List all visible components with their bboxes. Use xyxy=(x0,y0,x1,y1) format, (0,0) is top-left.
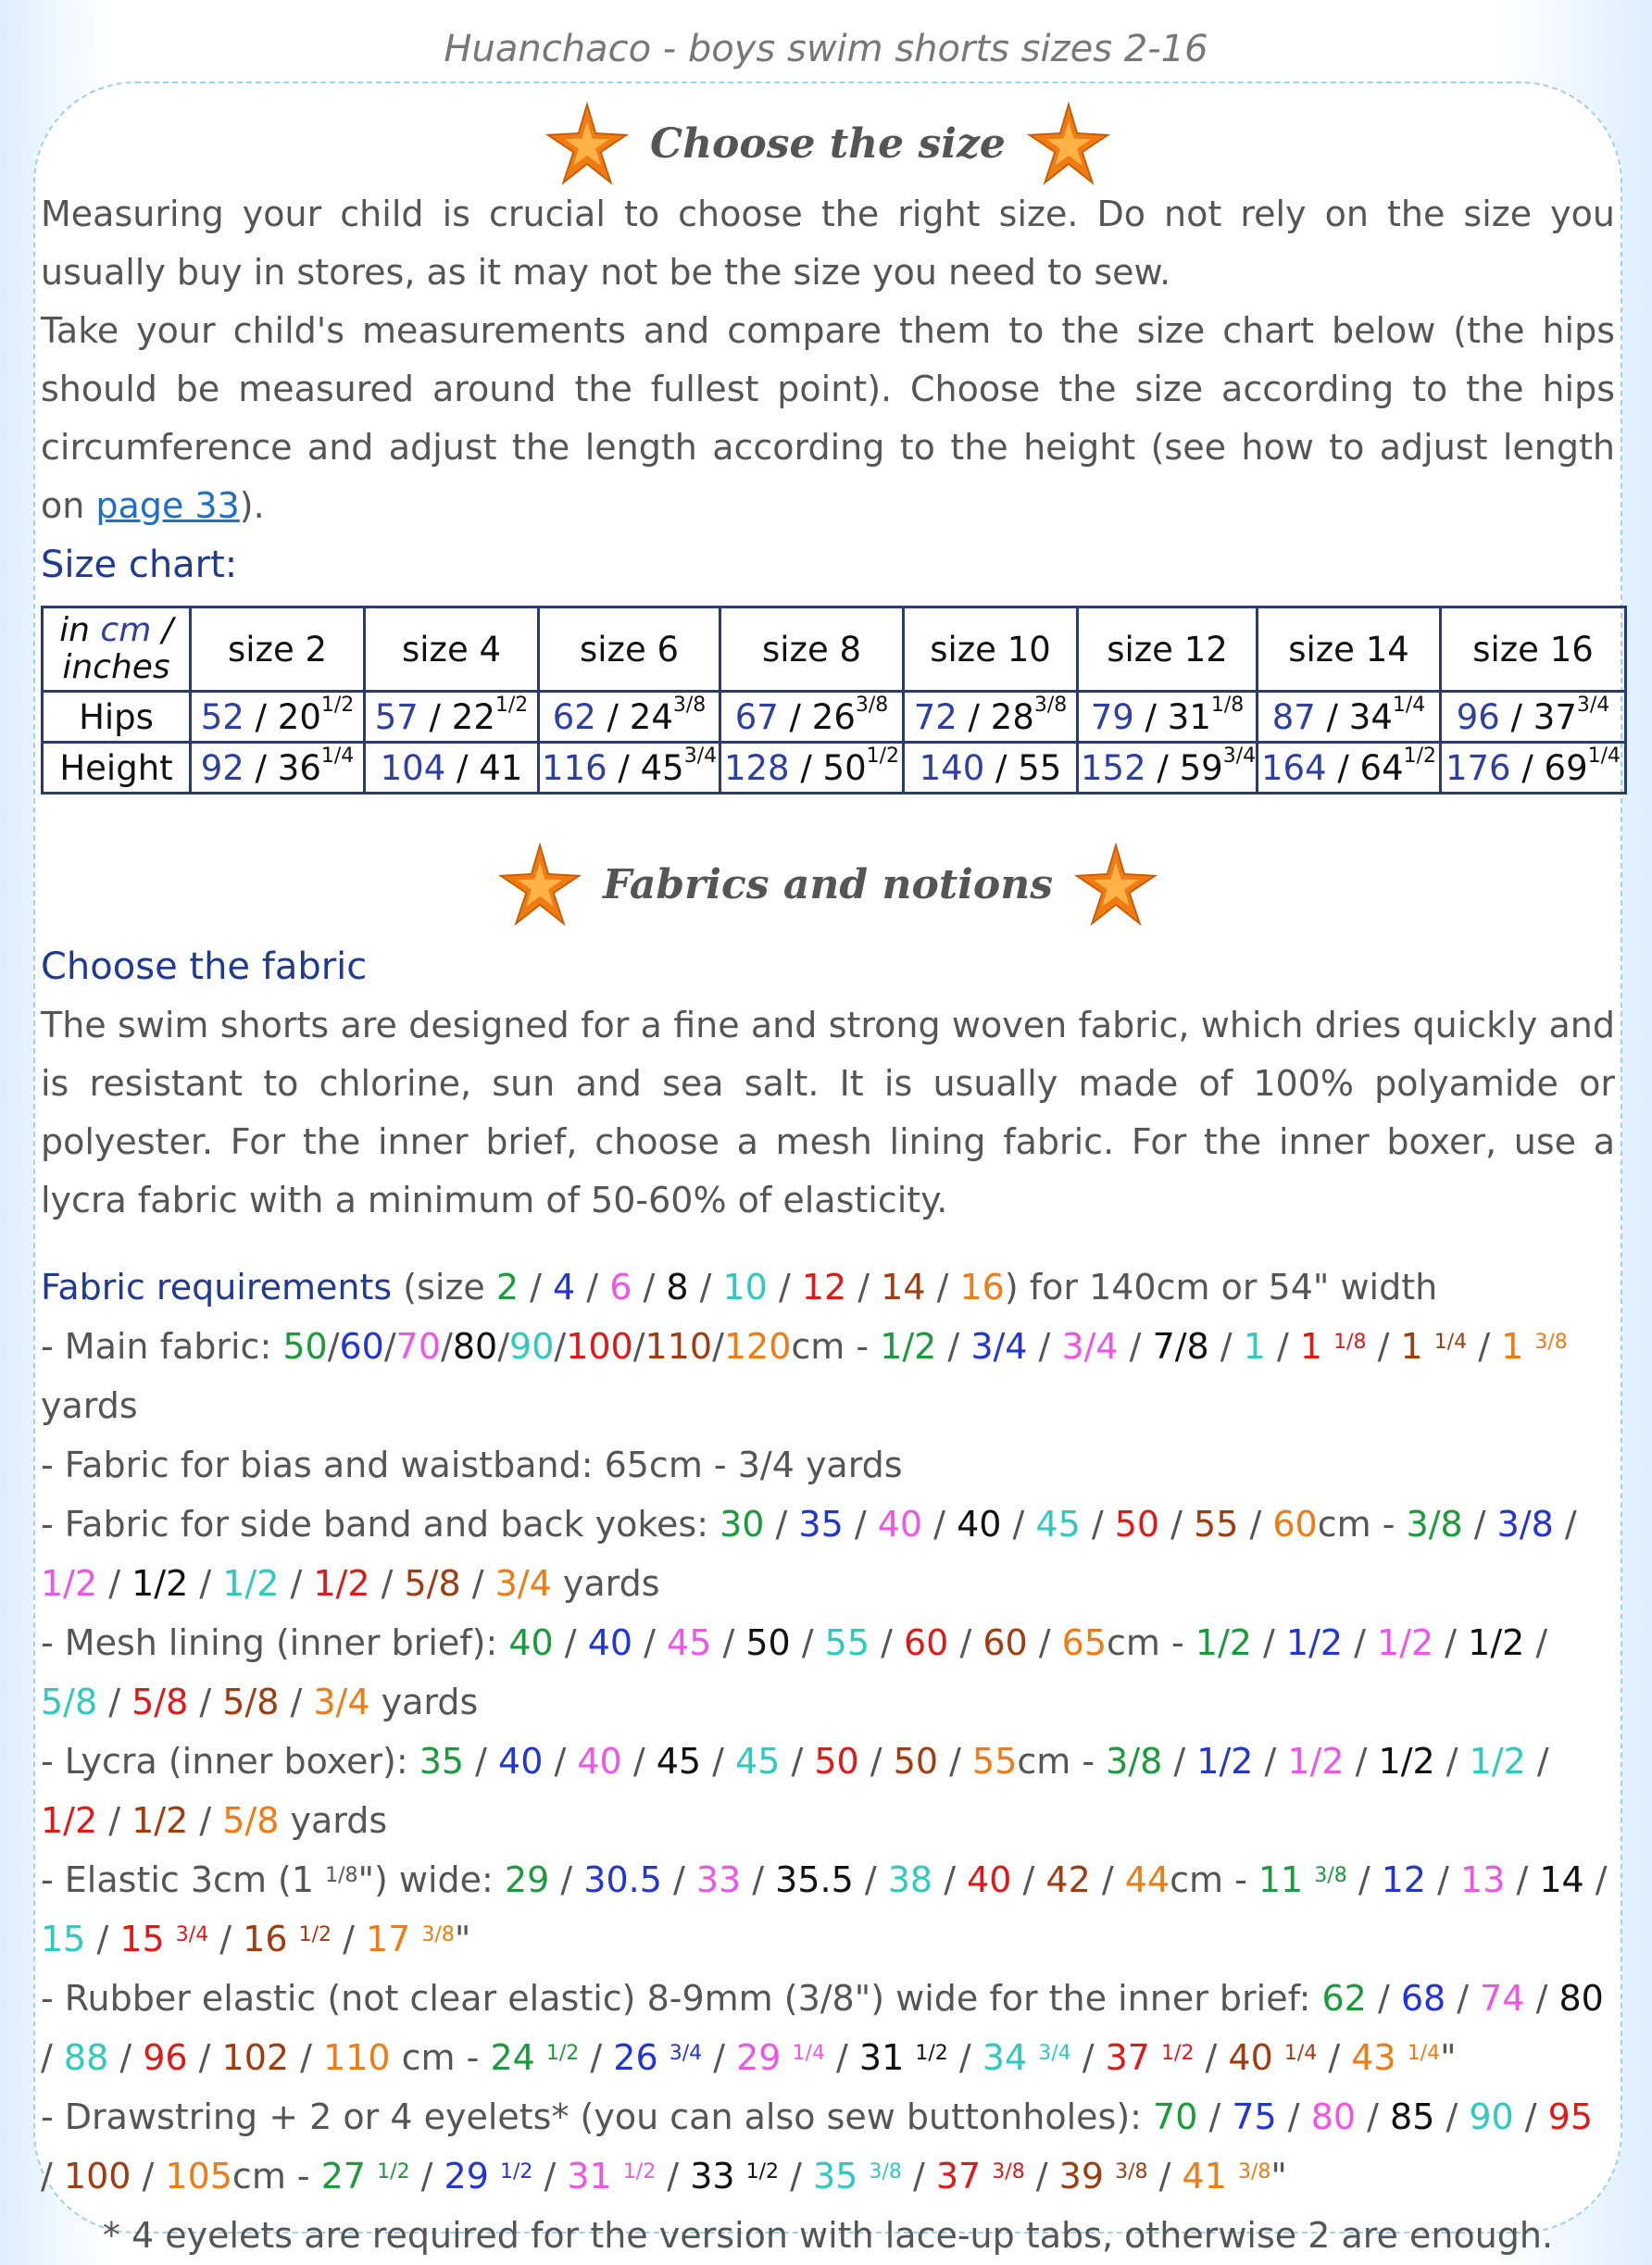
section-title-text: Fabrics and notions xyxy=(603,860,1053,908)
intro-text: Take your child's measurements and compare them to the size chart below (the hips should be measured around the fullest point). Choose the size according to the hips circumference and adjust the length according to the height (see how to adjust length on xyxy=(41,310,1615,526)
cm-value: 90 xyxy=(1469,2096,1514,2137)
title-size-value: 8 xyxy=(666,1267,689,1308)
section-title-text: Choose the size xyxy=(650,119,1006,168)
cm-value: 40 xyxy=(577,1741,622,1782)
cm-value: 35 xyxy=(798,1504,844,1545)
yard-value: 1 $^{1/8}$ xyxy=(1299,1326,1367,1367)
height-cell: $152 / 59^{3/4}$ xyxy=(1078,743,1258,794)
inch-value: 29 $^{1/2}$ xyxy=(444,2156,533,2196)
cm-value: 29 xyxy=(504,1859,550,1900)
yard-value: 1/2 xyxy=(131,1800,189,1841)
page-33-link[interactable]: page 33 xyxy=(95,485,240,526)
cm-value: 42 xyxy=(1045,1859,1091,1900)
cm-value: 68 xyxy=(1400,1978,1446,2019)
cm-value: 96 xyxy=(143,2037,188,2078)
yard-value: 1/2 xyxy=(1377,1622,1434,1663)
hips-cell: $79 / 31^{1/8}$ xyxy=(1078,692,1258,743)
title-size-value: 10 xyxy=(722,1267,768,1308)
size-header-cell: size 2 xyxy=(191,607,365,692)
inch-value: 24 $^{1/2}$ xyxy=(490,2037,580,2078)
cm-value: 90 xyxy=(509,1326,555,1367)
hips-cell: $62 / 24^{3/8}$ xyxy=(539,692,720,743)
cm-value: 75 xyxy=(1232,2096,1277,2137)
requirements-title: Fabric requirements xyxy=(41,1267,393,1308)
intro-paragraph-2 xyxy=(41,302,1615,535)
size-header-cell: size 14 xyxy=(1258,607,1441,692)
size-header-cell: size 12 xyxy=(1078,607,1258,692)
yard-value: 3/8 xyxy=(1106,1741,1163,1782)
cm-value: 33 xyxy=(695,1859,742,1900)
inch-value: 26 $^{3/4}$ xyxy=(613,2037,703,2078)
height-cell: $128 / 50^{1/2}$ xyxy=(720,743,904,794)
yard-value: 1/2 xyxy=(880,1326,937,1367)
inch-value: 41 $^{3/8}$ xyxy=(1182,2156,1271,2196)
cm-value: 50 xyxy=(745,1622,791,1663)
yard-value: 1/2 xyxy=(313,1563,370,1604)
table-corner-cell: in cm / inches xyxy=(43,607,191,692)
yard-value: 5/8 xyxy=(131,1682,189,1722)
cm-value: 60 xyxy=(982,1622,1028,1663)
yard-value: 1/2 xyxy=(1287,1741,1345,1782)
cm-value: 55 xyxy=(1194,1504,1239,1545)
cm-value: 62 xyxy=(1321,1978,1367,2019)
yard-value: 5/8 xyxy=(222,1682,280,1722)
yard-value: 1/2 xyxy=(41,1800,98,1841)
cm-value: 70 xyxy=(395,1326,442,1367)
inch-value: 12 xyxy=(1381,1859,1427,1900)
cm-value: 65 xyxy=(1061,1622,1108,1663)
yard-value: 1/2 xyxy=(41,1563,98,1604)
fabric-requirements xyxy=(41,1258,1615,2206)
cm-value: 50 xyxy=(893,1741,939,1782)
size-header-cell: size 6 xyxy=(539,607,720,692)
size-header-cell: size 8 xyxy=(720,607,904,692)
cm-value: 40 xyxy=(957,1504,1002,1545)
cm-value: 40 xyxy=(498,1741,544,1782)
mesh-lining-line: - Mesh lining (inner brief): 40 / 40 / 45 / 50 / 55 / 60 / 60 / 65cm - 1/2 / 1/2 / 1/2 / 1/2 / 5/8 / 5/8 / 5/8 / 3/4 yards xyxy=(41,1622,1548,1722)
title-size-value: 4 xyxy=(553,1267,576,1308)
intro-text-end: ). xyxy=(239,485,265,526)
cm-value: 110 xyxy=(323,2037,391,2078)
inch-value: 34 $^{3/4}$ xyxy=(982,2037,1071,2078)
inch-value: 15 $^{3/4}$ xyxy=(119,1919,209,1959)
yard-value: 3/4 xyxy=(1061,1326,1119,1367)
title-size-value: 2 xyxy=(495,1267,519,1308)
section-title-choose-size xyxy=(41,102,1615,185)
starfish-icon xyxy=(544,101,630,186)
cm-value: 50 xyxy=(1114,1504,1160,1545)
page-content xyxy=(41,102,1621,2265)
starfish-icon xyxy=(497,842,582,927)
inch-value: 37 $^{1/2}$ xyxy=(1105,2037,1195,2078)
cm-value: 35 xyxy=(419,1741,465,1782)
starfish-icon xyxy=(1073,842,1158,927)
cm-value: 102 xyxy=(221,2037,290,2078)
cm-value: 100 xyxy=(63,2156,131,2196)
cm-value: 110 xyxy=(645,1326,713,1367)
yard-value: 1/2 xyxy=(131,1563,189,1604)
cm-value: 80 xyxy=(1558,1978,1604,2019)
title-size-value: 16 xyxy=(959,1267,1005,1308)
cm-value: 45 xyxy=(735,1741,781,1782)
main-fabric-line: - Main fabric: 50/60/70/80/90/100/110/120cm - 1/2 / 3/4 / 3/4 / 7/8 / 1 / 1 $^{1/8}$ / 1 $^{1/4}$ / 1 $^{3/8}$ yards xyxy=(41,1326,1568,1426)
section-title-fabrics xyxy=(41,843,1615,926)
height-cell: 140 / 55 xyxy=(904,743,1078,794)
cm-value: 55 xyxy=(972,1741,1018,1782)
bias-line: - Fabric for bias and waistband: 65cm - 3/4 yards xyxy=(41,1445,903,1485)
inch-value: 13 xyxy=(1460,1859,1506,1900)
size-header-row xyxy=(43,607,1626,692)
height-cell: $164 / 64^{1/2}$ xyxy=(1258,743,1441,794)
inch-value: 39 $^{3/8}$ xyxy=(1058,2156,1148,2196)
hips-cell: $87 / 34^{1/4}$ xyxy=(1258,692,1441,743)
yard-value: 5/8 xyxy=(222,1800,280,1841)
intro-paragraph-1: Measuring your child is crucial to choose the right size. Do not rely on the size you usually buy in stores, as it may not be the size you need to sew. xyxy=(41,194,1615,293)
fabric-paragraph: The swim shorts are designed for a fine and strong woven fabric, which dries quickly and is resistant to chlorine, sun and sea salt. It is usually made of 100% polyamide or polyester. For the inner brief, choose a mesh lining fabric. For the inner boxer, use a lycra fabric with a minimum of 50-60% of elasticity. xyxy=(41,1005,1615,1220)
elastic-line: - Elastic 3cm (1 $^{1/8}$") wide: 29 / 30.5 / 33 / 35.5 / 38 / 40 / 42 / 44cm - 11 $^{3/8}$ / 12 / 13 / 14 / 15 / 15 $^{3/4}$ / 16 $^{1/2}$ / 17 $^{3/8}$" xyxy=(41,1859,1608,1959)
yard-value: 3/4 xyxy=(494,1563,552,1604)
size-chart-table xyxy=(41,606,1627,795)
title-size-value: 6 xyxy=(609,1267,632,1308)
inch-value: 15 xyxy=(41,1919,86,1959)
cm-value: 45 xyxy=(1035,1504,1081,1545)
inch-value: 37 $^{3/8}$ xyxy=(935,2156,1025,2196)
hips-cell: $72 / 28^{3/8}$ xyxy=(904,692,1078,743)
cm-value: 50 xyxy=(814,1741,859,1782)
cm-value: 40 xyxy=(967,1859,1012,1900)
cm-value: 105 xyxy=(165,2156,232,2196)
cm-value: 120 xyxy=(723,1326,792,1367)
inch-value: 40 $^{1/4}$ xyxy=(1228,2037,1318,2078)
cm-value: 40 xyxy=(508,1622,554,1663)
hips-cell: $52 / 20^{1/2}$ xyxy=(191,692,365,743)
inch-value: 31 $^{1/2}$ xyxy=(567,2156,657,2196)
height-row xyxy=(43,743,1626,794)
cm-value: 100 xyxy=(566,1326,633,1367)
cm-value: 85 xyxy=(1390,2096,1435,2137)
cm-value: 55 xyxy=(824,1622,870,1663)
title-size-value: 14 xyxy=(881,1267,926,1308)
cm-value: 38 xyxy=(887,1859,933,1900)
inch-value: 14 xyxy=(1539,1859,1584,1900)
inch-value: 16 $^{1/2}$ xyxy=(243,1919,332,1959)
inch-value: 17 $^{3/8}$ xyxy=(365,1919,455,1959)
inch-value: 29 $^{1/4}$ xyxy=(736,2037,825,2078)
cm-value: 70 xyxy=(1153,2096,1198,2137)
yard-value: 1/2 xyxy=(1469,1741,1526,1782)
requirements-title-line: Fabric requirements (size 2 / 4 / 6 / 8 / 10 / 12 / 14 / 16) for 140cm or 54" width xyxy=(41,1267,1438,1308)
inch-value: 11 $^{3/8}$ xyxy=(1258,1859,1347,1900)
lycra-line: - Lycra (inner boxer): 35 / 40 / 40 / 45 / 45 / 50 / 50 / 55cm - 3/8 / 1/2 / 1/2 / 1/2 / 1/2 / 1/2 / 1/2 / 5/8 yards xyxy=(41,1741,1549,1841)
cm-value: 80 xyxy=(1310,2096,1357,2137)
hips-cell: $96 / 37^{3/4}$ xyxy=(1441,692,1626,743)
yard-value: 1 $^{3/8}$ xyxy=(1501,1326,1568,1367)
yard-value: 5/8 xyxy=(404,1563,461,1604)
rubber-elastic-line: - Rubber elastic (not clear elastic) 8-9mm (3/8") wide for the inner brief: 62 / 68 / 74 / 80 / 88 / 96 / 102 / 110 cm - 24 $^{1/2}$ / 26 $^{3/4}$ / 29 $^{1/4}$ / 31 $^{1/2}$ / 34 $^{3/4}$ / 37 $^{1/2}$ / 40 $^{1/4}$ / 43 $^{1/4}$" xyxy=(41,1978,1604,2078)
footnote: * 4 eyelets are required for the version with lace-up tabs, otherwise 2 are enough. xyxy=(102,2215,1554,2256)
row-label: Hips xyxy=(43,692,191,743)
side-band-line: - Fabric for side band and back yokes: 30 / 35 / 40 / 40 / 45 / 50 / 55 / 60cm - 3/8 / 3/8 / 1/2 / 1/2 / 1/2 / 1/2 / 5/8 / 3/4 yards xyxy=(41,1504,1577,1604)
inch-value: 27 $^{1/2}$ xyxy=(320,2156,410,2196)
title-size-value: 12 xyxy=(801,1267,847,1308)
yard-value: 1/2 xyxy=(1285,1622,1344,1663)
cm-value: 30 xyxy=(720,1504,765,1545)
yard-value: 1/2 xyxy=(222,1563,280,1604)
cm-value: 45 xyxy=(656,1741,702,1782)
yard-value: 3/4 xyxy=(313,1682,370,1722)
inch-value: 33 $^{1/2}$ xyxy=(690,2156,780,2196)
row-label: Height xyxy=(43,743,191,794)
yard-value: 3/8 xyxy=(1496,1504,1554,1545)
hips-cell: $67 / 26^{3/8}$ xyxy=(720,692,904,743)
cm-value: 95 xyxy=(1547,2096,1594,2137)
hips-cell: $57 / 22^{1/2}$ xyxy=(365,692,539,743)
yard-value: 3/4 xyxy=(970,1326,1028,1367)
yard-value: 7/8 xyxy=(1152,1326,1209,1367)
cm-value: 80 xyxy=(452,1326,498,1367)
cm-value: 60 xyxy=(339,1326,384,1367)
height-cell: 104 / 41 xyxy=(365,743,539,794)
inch-value: 43 $^{1/4}$ xyxy=(1351,2037,1441,2078)
height-cell: $92 / 36^{1/4}$ xyxy=(191,743,365,794)
yard-value: 3/8 xyxy=(1406,1504,1463,1545)
drawstring-line: - Drawstring + 2 or 4 eyelets* (you can also sew buttonholes): 70 / 75 / 80 / 85 / 90 / 95 / 100 / 105cm - 27 $^{1/2}$ / 29 $^{1/2}$ / 31 $^{1/2}$ / 33 $^{1/2}$ / 35 $^{3/8}$ / 37 $^{3/8}$ / 39 $^{3/8}$ / 41 $^{3/8}$" xyxy=(41,2096,1594,2196)
cm-value: 88 xyxy=(63,2037,109,2078)
yard-value: 1 xyxy=(1243,1326,1266,1367)
cm-value: 60 xyxy=(1272,1504,1318,1545)
cm-value: 40 xyxy=(877,1504,923,1545)
choose-fabric-title: Choose the fabric xyxy=(41,945,368,988)
size-chart-label: Size chart: xyxy=(41,544,238,586)
height-cell: $176 / 69^{1/4}$ xyxy=(1441,743,1626,794)
yard-value: 1/2 xyxy=(1196,1741,1254,1782)
yard-value: 1 $^{1/4}$ xyxy=(1400,1326,1468,1367)
cm-value: 30.5 xyxy=(583,1859,662,1900)
document-header: Huanchaco - boys swim shorts sizes 2-16 xyxy=(444,28,1208,70)
cm-value: 40 xyxy=(587,1622,633,1663)
inch-value: 31 $^{1/2}$ xyxy=(858,2037,948,2078)
size-header-cell: size 16 xyxy=(1441,607,1626,692)
yard-value: 5/8 xyxy=(41,1682,98,1722)
cm-value: 74 xyxy=(1480,1978,1525,2019)
starfish-icon xyxy=(1026,101,1111,186)
cm-value: 60 xyxy=(904,1622,949,1663)
size-header-cell: size 10 xyxy=(904,607,1078,692)
height-cell: $116 / 45^{3/4}$ xyxy=(539,743,720,794)
yard-value: 1/2 xyxy=(1195,1622,1252,1663)
yard-value: 1/2 xyxy=(1468,1622,1525,1663)
cm-value: 35.5 xyxy=(775,1859,854,1900)
cm-value: 44 xyxy=(1124,1859,1170,1900)
cm-value: 45 xyxy=(667,1622,712,1663)
yard-value: 1/2 xyxy=(1378,1741,1435,1782)
size-header-cell: size 4 xyxy=(365,607,539,692)
hips-row xyxy=(43,692,1626,743)
cm-value: 50 xyxy=(282,1326,328,1367)
inch-value: 35 $^{3/8}$ xyxy=(813,2156,902,2196)
